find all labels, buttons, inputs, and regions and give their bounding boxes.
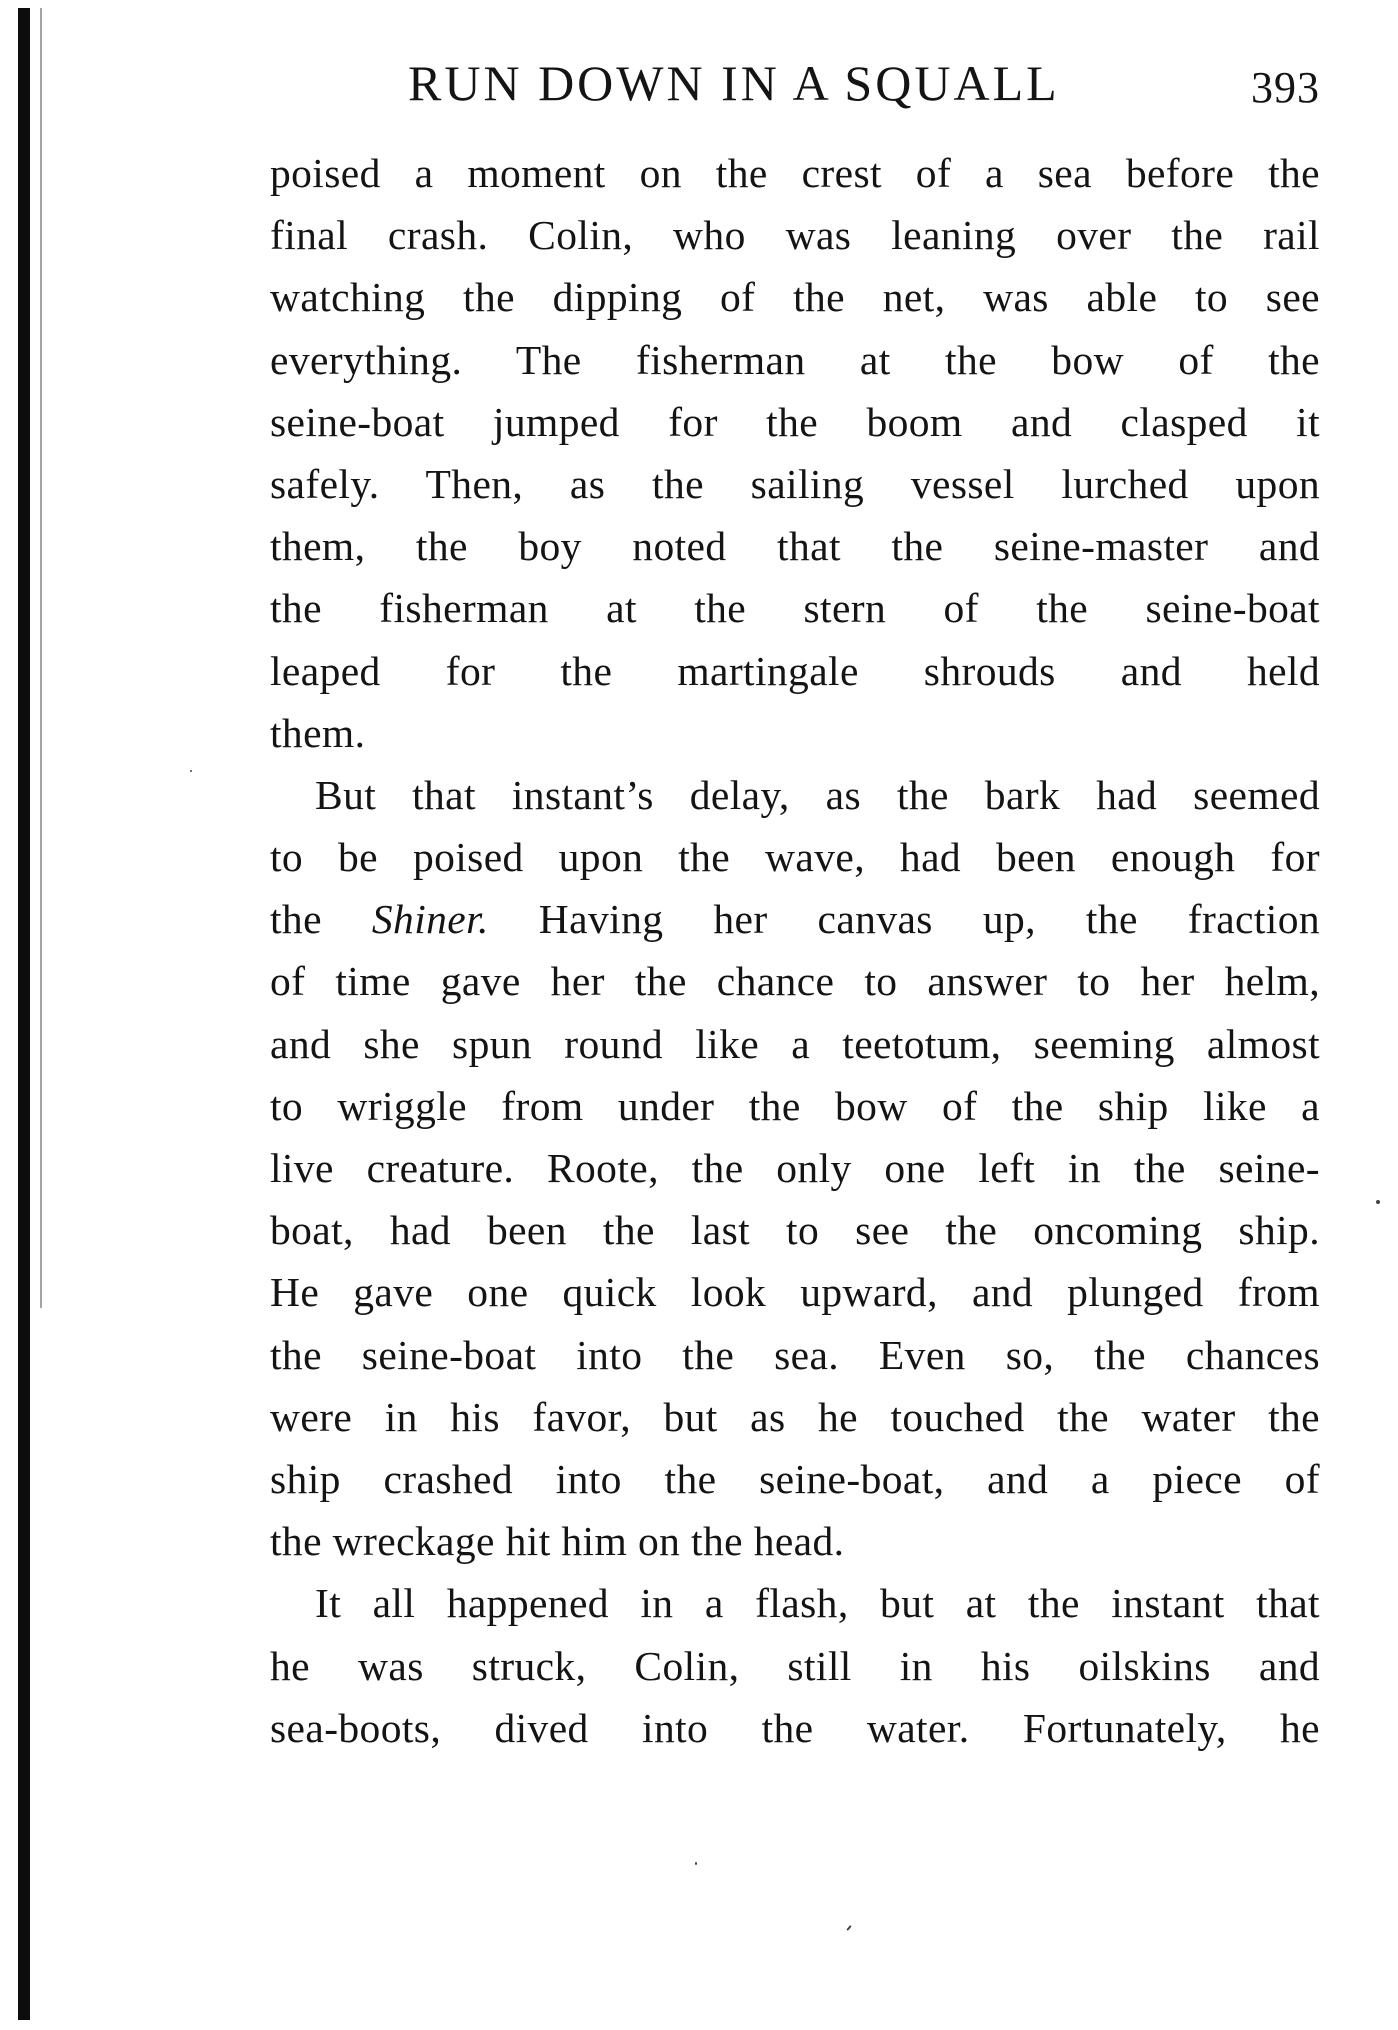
- text-line: seine-boat jumped for the boom and clasped it: [270, 398, 1320, 445]
- text-run: the: [270, 896, 372, 943]
- paper-speck: [1376, 1200, 1380, 1204]
- text-line: poised a moment on the crest of a sea before the: [270, 150, 1320, 196]
- text-line: safely. Then, as the sailing vessel lurched upon: [270, 460, 1320, 507]
- paper-speck: [695, 1862, 697, 1865]
- text-line: leaped for the martingale shrouds and held: [270, 647, 1320, 694]
- text-line: ship crashed into the seine-boat, and a piece of: [270, 1455, 1320, 1502]
- text-line: It all happened in a flash, but at the instant that: [315, 1580, 1320, 1627]
- text-line: were in his favor, but as he touched the water the: [270, 1393, 1320, 1440]
- paragraph: [270, 142, 1320, 764]
- text-line: them.: [270, 709, 366, 756]
- text-line: to be poised upon the wave, had been enough for: [270, 834, 1320, 881]
- page-number: 393: [1251, 63, 1320, 112]
- text-line: them, the boy noted that the seine-master and: [270, 523, 1320, 570]
- paper-speck: [846, 1925, 851, 1931]
- text-line: he was struck, Colin, still in his oilskins and: [270, 1642, 1320, 1689]
- text-line: sea-boots, dived into the water. Fortunately, he: [270, 1704, 1320, 1751]
- text-line: He gave one quick look upward, and plunged from: [270, 1269, 1320, 1316]
- text-line: the fisherman at the stern of the seine-boat: [270, 585, 1320, 632]
- text-line: watching the dipping of the net, was able to see: [270, 274, 1320, 321]
- paragraph: [270, 764, 1320, 1572]
- ship-name-italic: Shiner.: [371, 896, 489, 943]
- running-head: [270, 54, 1320, 116]
- text-line: everything. The fisherman at the bow of the: [270, 336, 1320, 383]
- text-line: the wreckage hit him on the head.: [270, 1518, 845, 1565]
- text-line: and she spun round like a teetotum, seeming almost: [270, 1020, 1320, 1067]
- text-line: live creature. Roote, the only one left in the seine-: [270, 1145, 1320, 1191]
- page-binding-edge: [18, 8, 30, 2020]
- page-binding-shadow: [40, 8, 42, 1308]
- text-run: Having her canvas up, the fraction: [488, 896, 1320, 943]
- text-line: boat, had been the last to see the oncoming ship.: [270, 1207, 1320, 1254]
- text-line: final crash. Colin, who was leaning over the rail: [270, 212, 1320, 259]
- text-line: to wriggle from under the bow of the ship like a: [270, 1082, 1320, 1129]
- text-line: of time gave her the chance to answer to her helm,: [270, 958, 1320, 1005]
- text-line: the seine-boat into the sea. Even so, the chances: [270, 1331, 1320, 1378]
- paper-speck: [190, 770, 192, 772]
- text-line: But that instant’s delay, as the bark had seemed: [315, 771, 1320, 818]
- text-line: [270, 888, 1320, 950]
- body-text: [270, 142, 1320, 1759]
- paragraph: [270, 1572, 1320, 1759]
- running-title: RUN DOWN IN A SQUALL: [408, 55, 1060, 111]
